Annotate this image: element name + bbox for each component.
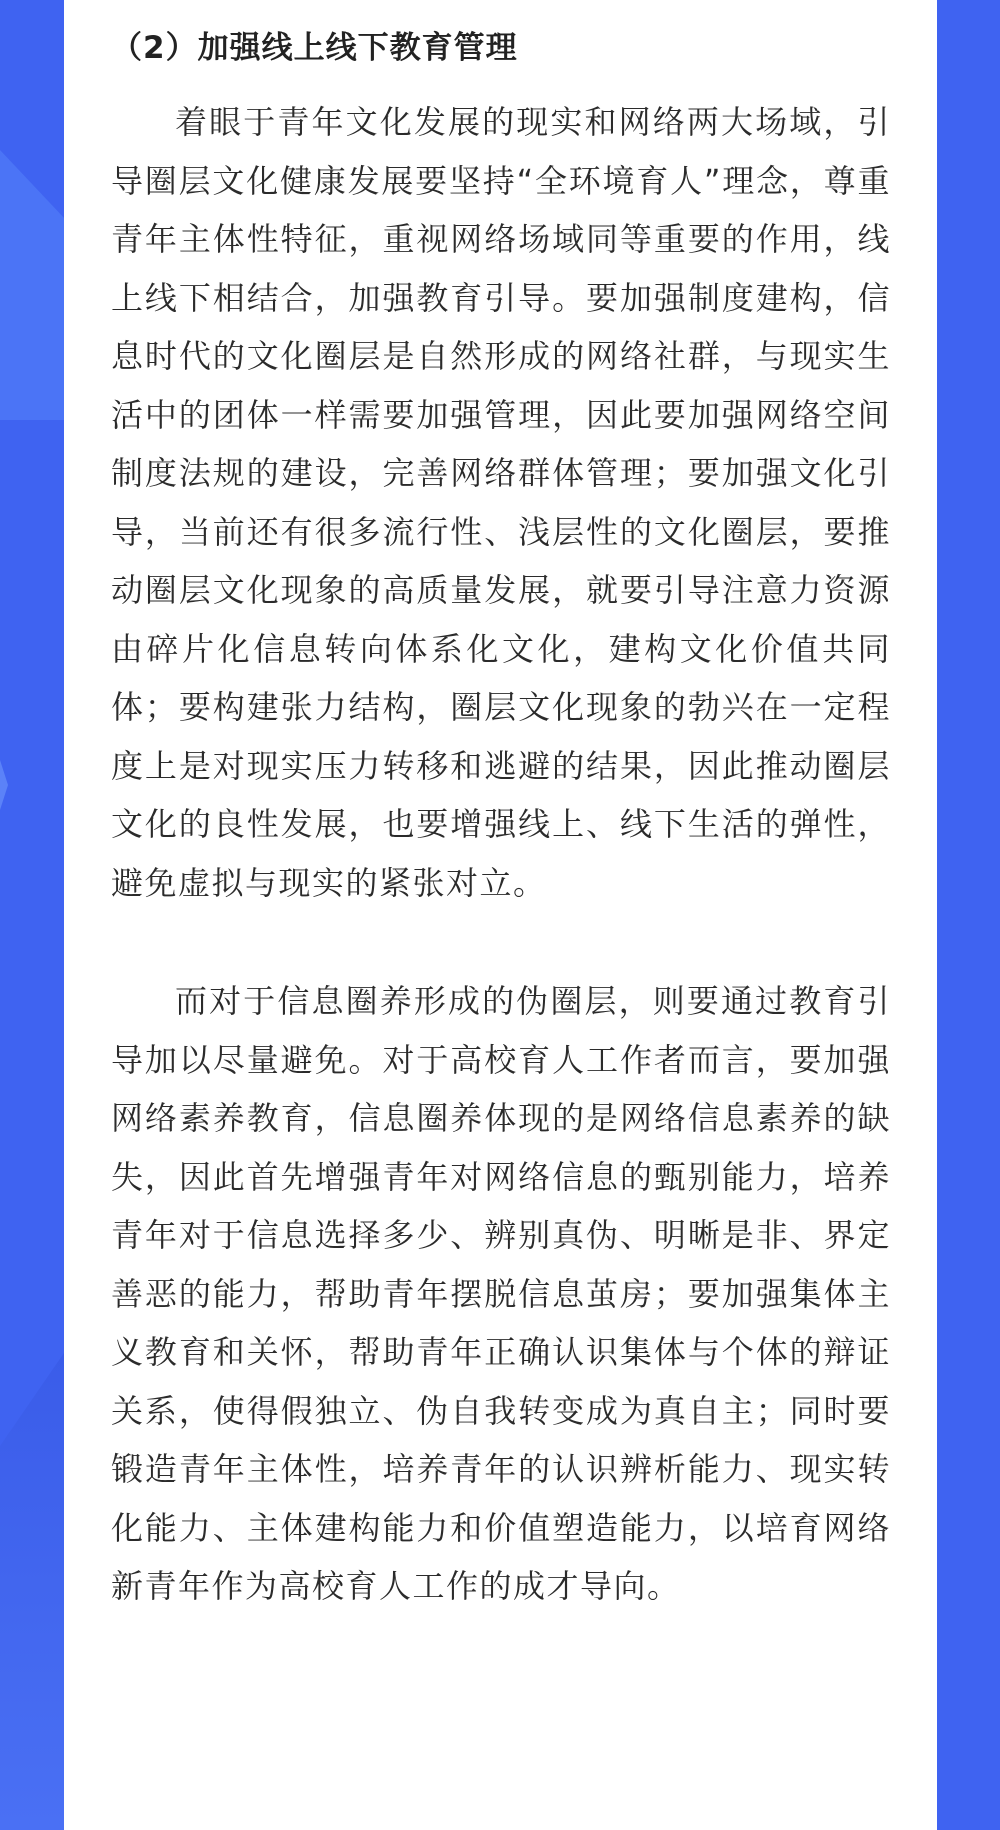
background-decoration-arrow bbox=[0, 760, 8, 810]
paragraph-online-offline: 着眼于青年文化发展的现实和网络两大场域，引导圈层文化健康发展要坚持“全环境育人”理念，尊重青年主体性特征，重视网络场域同等重要的作用，线上线下相结合，加强教育引导。要加强制度建构，信息时代的文化圈层是自然形成的网络社群，与现实生活中的团体一样需要加强管理，因此要加强网络空间制度法规的建设，完善网络群体管理；要加强文化引导，当前还有很多流行性、浅层性的文化圈层，要推动圈层文化现象的高质量发展，就要引导注意力资源由碎片化信息转向体系化文化，建构文化价值共同体；要构建张力结构，圈层文化现象的勃兴在一定程度上是对现实压力转移和逃避的结果，因此推动圈层文化的良性发展，也要增强线上、线下生活的弹性，避免虚拟与现实的紧张对立。 bbox=[111, 103, 891, 902]
article-card bbox=[64, 0, 937, 1830]
section-heading: （2）加强线上线下教育管理 bbox=[111, 30, 518, 66]
article-content bbox=[111, 26, 891, 1616]
paragraph-spacer bbox=[111, 912, 891, 972]
paragraph-pseudo-circle: 而对于信息圈养形成的伪圈层，则要通过教育引导加以尽量避免。对于高校育人工作者而言，要加强网络素养教育，信息圈养体现的是网络信息素养的缺失，因此首先增强青年对网络信息的甄别能力，培养青年对于信息选择多少、辨别真伪、明晰是非、界定善恶的能力，帮助青年摆脱信息茧房；要加强集体主义教育和关怀，帮助青年正确认识集体与个体的辩证关系，使得假独立、伪自我转变成为真自主；同时要锻造青年主体性，培养青年的认识辨析能力、现实转化能力、主体建构能力和价值塑造能力，以培育网络新青年作为高校育人工作的成才导向。 bbox=[111, 982, 891, 1605]
background-decoration-lower bbox=[0, 1350, 66, 1830]
background-decoration-upper bbox=[0, 150, 66, 420]
